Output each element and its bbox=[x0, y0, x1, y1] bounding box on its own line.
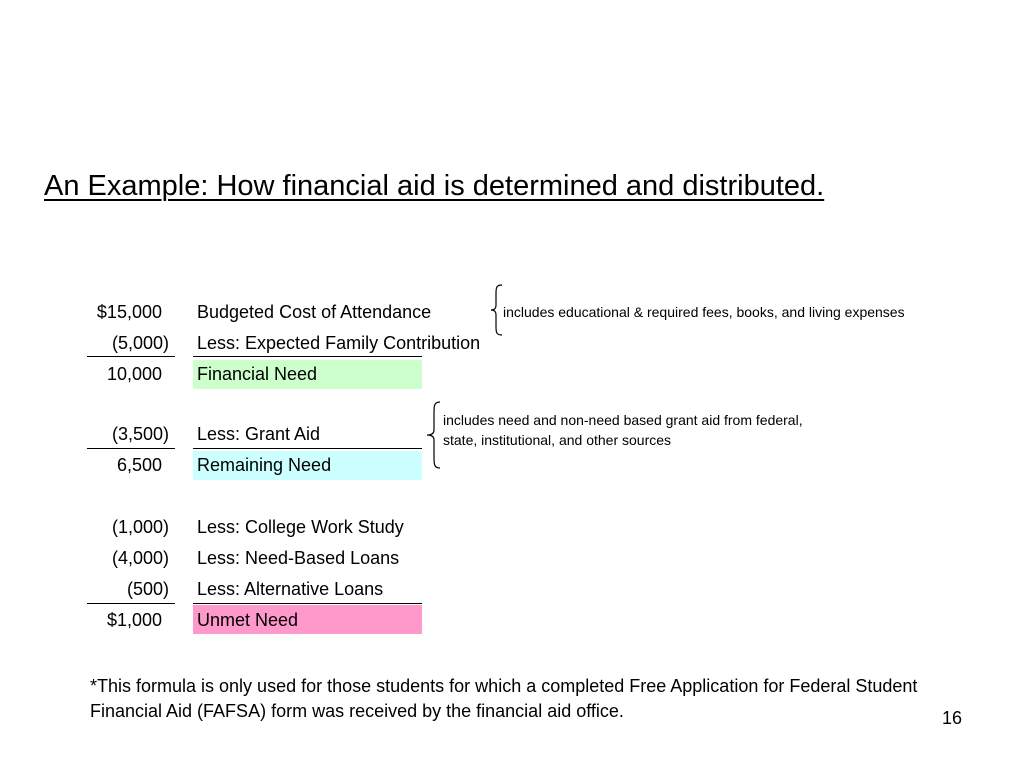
cost-note: includes educational & required fees, books, and living expenses bbox=[503, 304, 905, 320]
subtotal-rule-label bbox=[193, 356, 422, 357]
grant-note-line-1: includes need and non-need based grant aid from federal, bbox=[443, 412, 803, 428]
label-cost-of-attendance: Budgeted Cost of Attendance bbox=[197, 302, 432, 322]
label-alternative-loans: Less: Alternative Loans bbox=[197, 579, 384, 599]
amount-unmet-need: $1,000 bbox=[106, 610, 162, 630]
subtotal-rule-amount bbox=[87, 356, 175, 357]
slide-title: An Example: How financial aid is determined and distributed. bbox=[44, 170, 825, 202]
amount-financial-need: 10,000 bbox=[106, 364, 162, 384]
page-number: 16 bbox=[941, 708, 962, 728]
grant-rule-label bbox=[193, 448, 422, 449]
footnote: *This formula is only used for those students for which a completed Free Application for Federal Student Financial Aid (FAFSA) form was received by the financial aid office. bbox=[90, 676, 918, 721]
left-brace-icon bbox=[426, 401, 442, 469]
label-expected-family-contribution: Less: Expected Family Contribution bbox=[197, 333, 481, 353]
label-need-based-loans: Less: Need-Based Loans bbox=[197, 548, 400, 568]
amount-remaining-need: 6,500 bbox=[116, 455, 162, 475]
label-remaining-need: Remaining Need bbox=[197, 455, 332, 475]
grant-rule-amount bbox=[87, 448, 175, 449]
label-grant-aid: Less: Grant Aid bbox=[197, 424, 321, 444]
loans-rule-amount bbox=[87, 603, 175, 604]
grant-note-line-2: state, institutional, and other sources bbox=[443, 432, 672, 448]
amount-grant-aid: (3,500) bbox=[111, 424, 169, 444]
left-brace-icon bbox=[490, 284, 504, 336]
amount-college-work-study: (1,000) bbox=[111, 517, 169, 537]
amount-need-based-loans: (4,000) bbox=[111, 548, 169, 568]
label-unmet-need: Unmet Need bbox=[197, 610, 299, 630]
amount-expected-family-contribution: (5,000) bbox=[111, 333, 169, 353]
label-college-work-study: Less: College Work Study bbox=[197, 517, 404, 537]
amount-cost-of-attendance: $15,000 bbox=[96, 302, 162, 322]
label-financial-need: Financial Need bbox=[197, 364, 318, 384]
amount-alternative-loans: (500) bbox=[126, 579, 169, 599]
loans-rule-label bbox=[193, 603, 422, 604]
